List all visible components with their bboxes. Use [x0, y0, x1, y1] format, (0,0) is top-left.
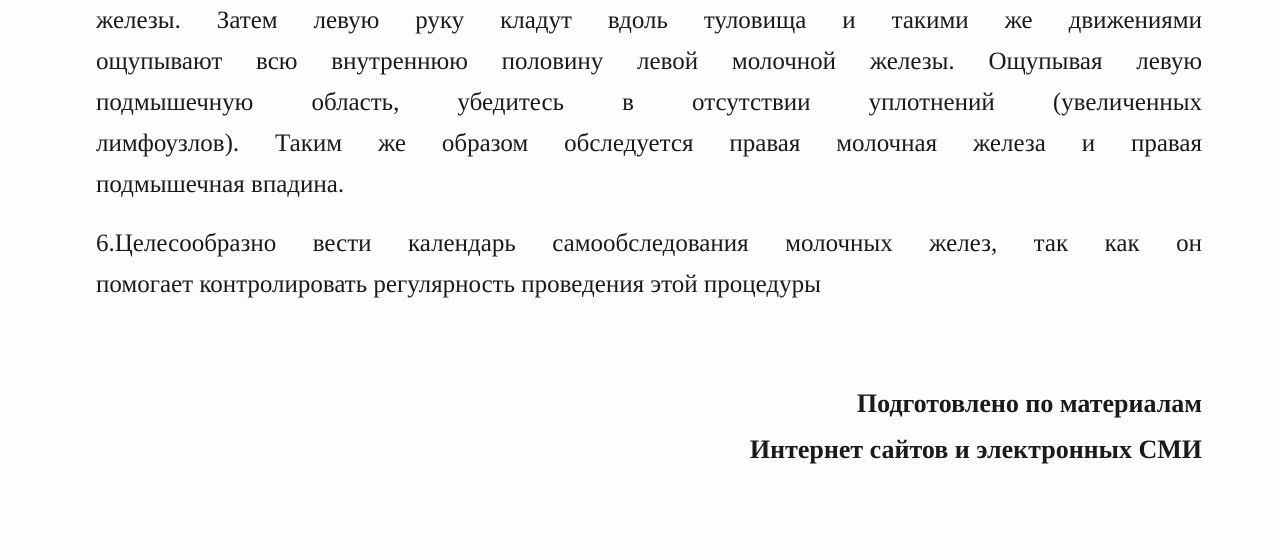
paragraph-line: подмышечную область, убедитесь в отсутствии уплотнений (увеличенных	[96, 89, 1202, 116]
signature-line-1: Подготовлено по материалам	[856, 389, 1202, 418]
paragraph-line: помогает контролировать регулярность проведения этой процедуры	[96, 271, 821, 298]
paragraph-line: подмышечная впадина.	[96, 171, 345, 198]
signature-line-2: Интернет сайтов и электронных СМИ	[749, 435, 1202, 464]
paragraph-line: ощупывают всю внутреннюю половину левой молочной железы. Ощупывая левую	[96, 48, 1202, 75]
paragraph-6	[96, 223, 1202, 305]
paragraph-line: железы. Затем левую руку кладут вдоль туловища и такими же движениями	[96, 7, 1202, 34]
paragraph-line: лимфоузлов). Таким же образом обследуется правая молочная железа и правая	[96, 130, 1202, 157]
paragraph-line: 6.Целесообразно вести календарь самообследования молочных желез, так как он	[96, 230, 1202, 257]
paragraph-continued	[96, 0, 1202, 205]
